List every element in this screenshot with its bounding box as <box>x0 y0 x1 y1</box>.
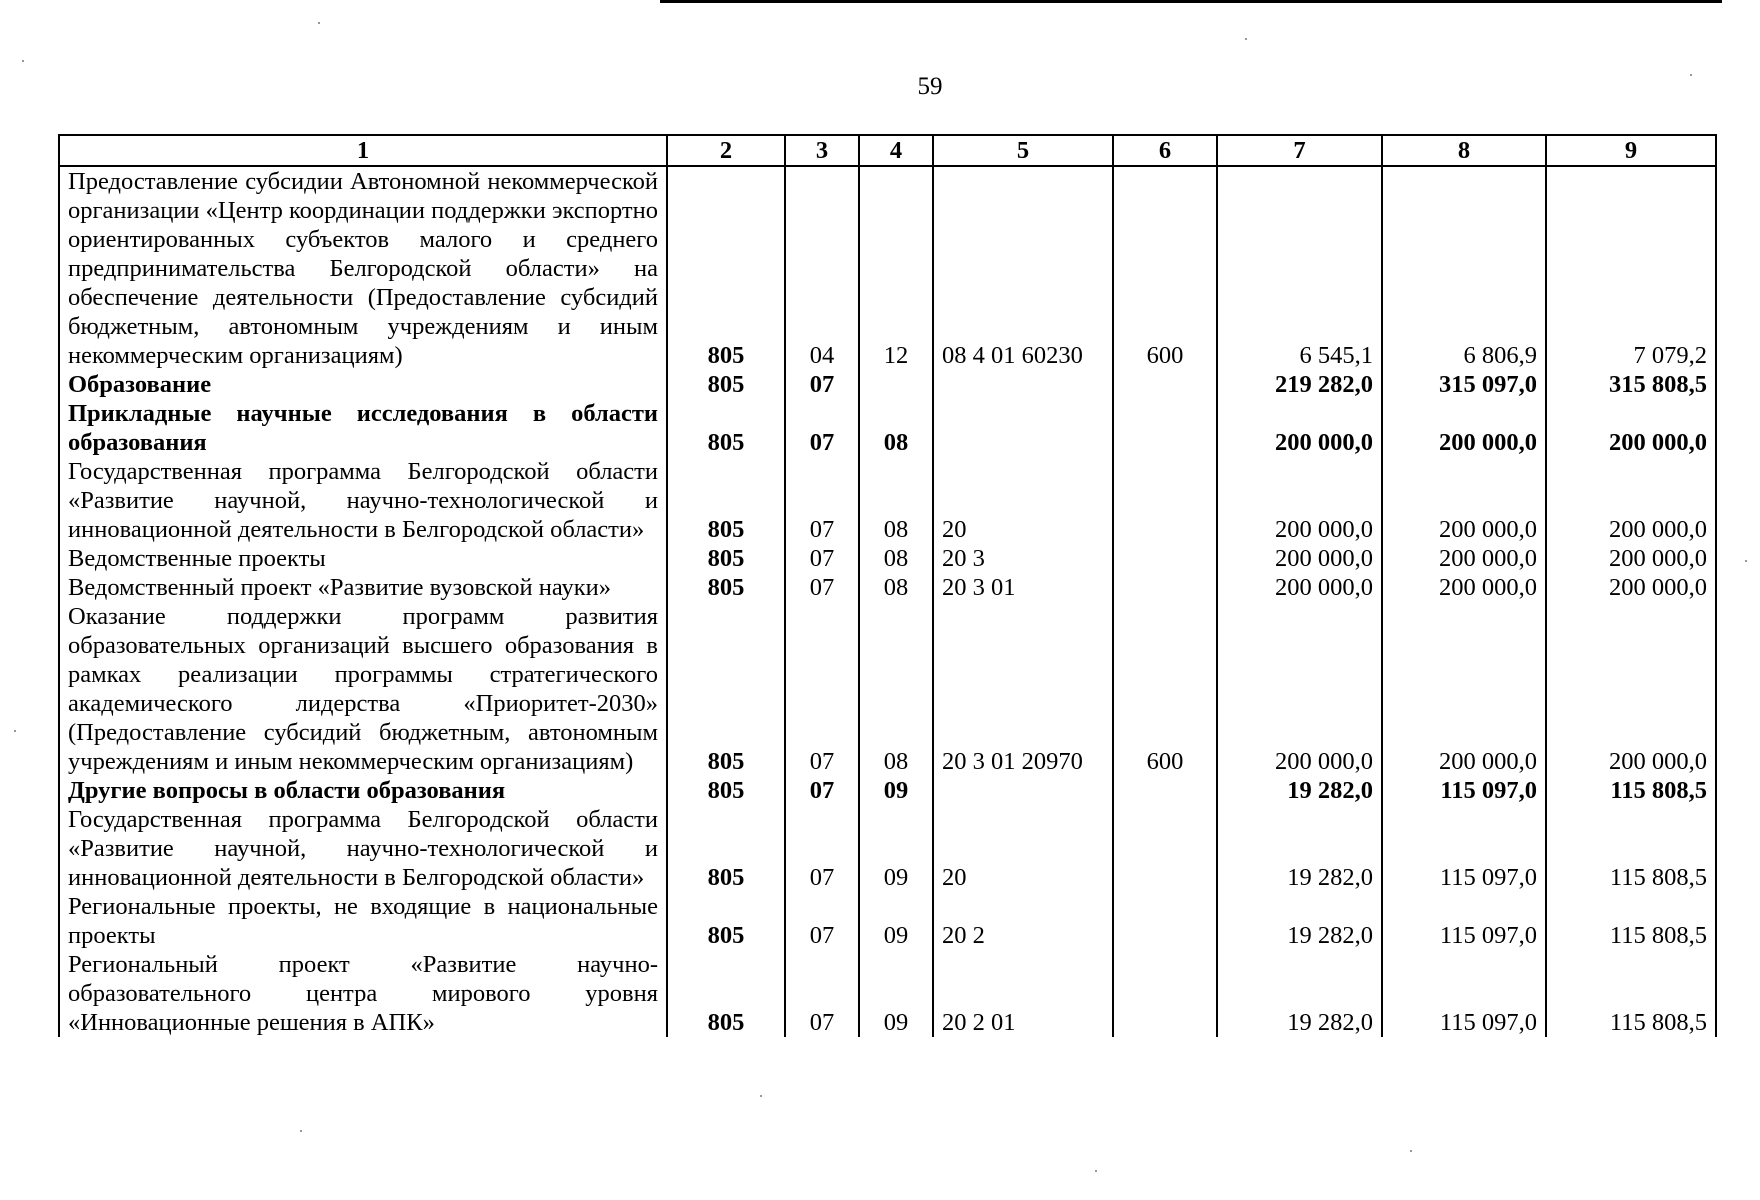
amount-year-1: 200 000,0 <box>1217 457 1382 544</box>
amount-year-1: 6 545,1 <box>1217 166 1382 370</box>
amount-year-3: 115 808,5 <box>1546 805 1716 892</box>
code-section: 07 <box>785 892 859 950</box>
code-ministry: 805 <box>667 776 785 805</box>
code-target-article <box>933 776 1113 805</box>
code-section: 04 <box>785 166 859 370</box>
amount-year-3: 200 000,0 <box>1546 544 1716 573</box>
table-row <box>59 544 1716 573</box>
row-name: Ведомственный проект «Развитие вузовской науки» <box>59 573 667 602</box>
amount-year-2: 200 000,0 <box>1382 544 1546 573</box>
row-name: Ведомственные проекты <box>59 544 667 573</box>
amount-year-2: 115 097,0 <box>1382 805 1546 892</box>
row-name: Оказание поддержки программ развития образовательных организаций высшего образования в рамках реализации программы стратегического академического лидерства «Приоритет-2030» (Предоставление субсидий бюджетным, автономным учреждениям и иным некоммерческим организациям) <box>59 602 667 776</box>
code-ministry: 805 <box>667 166 785 370</box>
row-name: Региональные проекты, не входящие в национальные проекты <box>59 892 667 950</box>
budget-table <box>58 134 1717 1037</box>
table-row <box>59 950 1716 1037</box>
amount-year-2: 200 000,0 <box>1382 573 1546 602</box>
code-target-article <box>933 370 1113 399</box>
code-ministry: 805 <box>667 399 785 457</box>
amount-year-2: 115 097,0 <box>1382 892 1546 950</box>
amount-year-3: 200 000,0 <box>1546 573 1716 602</box>
code-section: 07 <box>785 602 859 776</box>
table-row <box>59 370 1716 399</box>
amount-year-2: 200 000,0 <box>1382 399 1546 457</box>
row-name: Государственная программа Белгородской области «Развитие научной, научно-технологической и инновационной деятельности в Белгородской области» <box>59 805 667 892</box>
column-header: 7 <box>1217 135 1382 166</box>
table-row <box>59 399 1716 457</box>
amount-year-3: 200 000,0 <box>1546 602 1716 776</box>
scan-speck <box>318 22 320 24</box>
scan-speck <box>300 1130 302 1132</box>
column-header: 3 <box>785 135 859 166</box>
scan-speck <box>1410 1150 1412 1152</box>
table-row <box>59 166 1716 370</box>
code-target-article: 20 3 01 <box>933 573 1113 602</box>
amount-year-1: 219 282,0 <box>1217 370 1382 399</box>
row-name: Предоставление субсидии Автономной некоммерческой организации «Центр координации поддержки экспортно ориентированных субъектов малого и среднего предпринимательства Белгородской области» на обеспечение деятельности (Предоставление субсидий бюджетным, автономным учреждениям и иным некоммерческим организациям) <box>59 166 667 370</box>
code-expense-type <box>1113 950 1217 1037</box>
amount-year-2: 115 097,0 <box>1382 950 1546 1037</box>
code-section: 07 <box>785 573 859 602</box>
table-row <box>59 457 1716 544</box>
code-expense-type <box>1113 892 1217 950</box>
code-target-article: 20 2 01 <box>933 950 1113 1037</box>
code-subsection: 09 <box>859 805 933 892</box>
amount-year-1: 19 282,0 <box>1217 776 1382 805</box>
code-target-article: 20 <box>933 805 1113 892</box>
code-subsection: 08 <box>859 399 933 457</box>
code-section: 07 <box>785 544 859 573</box>
code-ministry: 805 <box>667 573 785 602</box>
amount-year-2: 6 806,9 <box>1382 166 1546 370</box>
code-section: 07 <box>785 457 859 544</box>
code-target-article: 20 2 <box>933 892 1113 950</box>
code-section: 07 <box>785 776 859 805</box>
amount-year-1: 19 282,0 <box>1217 892 1382 950</box>
code-subsection: 12 <box>859 166 933 370</box>
code-subsection: 09 <box>859 950 933 1037</box>
code-section: 07 <box>785 370 859 399</box>
code-subsection: 08 <box>859 457 933 544</box>
page-number: 59 <box>917 73 943 100</box>
table-row <box>59 776 1716 805</box>
column-header: 6 <box>1113 135 1217 166</box>
amount-year-3: 200 000,0 <box>1546 399 1716 457</box>
amount-year-1: 19 282,0 <box>1217 805 1382 892</box>
top-rule <box>660 0 1722 3</box>
code-ministry: 805 <box>667 370 785 399</box>
amount-year-2: 315 097,0 <box>1382 370 1546 399</box>
code-ministry: 805 <box>667 457 785 544</box>
code-target-article: 20 3 01 20970 <box>933 602 1113 776</box>
code-expense-type <box>1113 805 1217 892</box>
amount-year-1: 200 000,0 <box>1217 544 1382 573</box>
code-expense-type: 600 <box>1113 602 1217 776</box>
code-target-article: 20 <box>933 457 1113 544</box>
row-name: Прикладные научные исследования в области образования <box>59 399 667 457</box>
table-row <box>59 602 1716 776</box>
table-row <box>59 573 1716 602</box>
row-name: Государственная программа Белгородской области «Развитие научной, научно-технологической и инновационной деятельности в Белгородской области» <box>59 457 667 544</box>
code-target-article: 08 4 01 60230 <box>933 166 1113 370</box>
amount-year-3: 115 808,5 <box>1546 950 1716 1037</box>
amount-year-1: 19 282,0 <box>1217 950 1382 1037</box>
code-target-article: 20 3 <box>933 544 1113 573</box>
amount-year-3: 200 000,0 <box>1546 457 1716 544</box>
column-header: 1 <box>59 135 667 166</box>
code-expense-type <box>1113 457 1217 544</box>
table-row <box>59 892 1716 950</box>
code-subsection: 09 <box>859 776 933 805</box>
scan-speck <box>1745 560 1747 562</box>
code-section: 07 <box>785 399 859 457</box>
amount-year-3: 7 079,2 <box>1546 166 1716 370</box>
code-subsection <box>859 370 933 399</box>
amount-year-2: 115 097,0 <box>1382 776 1546 805</box>
scan-speck <box>22 60 24 62</box>
code-expense-type <box>1113 399 1217 457</box>
code-section: 07 <box>785 950 859 1037</box>
column-header: 4 <box>859 135 933 166</box>
row-name: Другие вопросы в области образования <box>59 776 667 805</box>
column-header: 9 <box>1546 135 1716 166</box>
amount-year-3: 115 808,5 <box>1546 776 1716 805</box>
amount-year-1: 200 000,0 <box>1217 399 1382 457</box>
table-row <box>59 805 1716 892</box>
code-target-article <box>933 399 1113 457</box>
column-header: 8 <box>1382 135 1546 166</box>
amount-year-3: 115 808,5 <box>1546 892 1716 950</box>
amount-year-2: 200 000,0 <box>1382 602 1546 776</box>
code-expense-type <box>1113 370 1217 399</box>
code-ministry: 805 <box>667 602 785 776</box>
row-name: Образование <box>59 370 667 399</box>
scan-speck <box>1690 74 1692 76</box>
header-row <box>59 135 1716 166</box>
code-expense-type: 600 <box>1113 166 1217 370</box>
scan-speck <box>760 1095 762 1097</box>
amount-year-3: 315 808,5 <box>1546 370 1716 399</box>
code-subsection: 08 <box>859 544 933 573</box>
code-ministry: 805 <box>667 950 785 1037</box>
code-ministry: 805 <box>667 805 785 892</box>
code-expense-type <box>1113 544 1217 573</box>
code-subsection: 08 <box>859 573 933 602</box>
amount-year-1: 200 000,0 <box>1217 602 1382 776</box>
code-section: 07 <box>785 805 859 892</box>
code-ministry: 805 <box>667 544 785 573</box>
scan-speck <box>1245 38 1247 40</box>
column-header: 2 <box>667 135 785 166</box>
column-header: 5 <box>933 135 1113 166</box>
code-subsection: 08 <box>859 602 933 776</box>
scan-speck <box>14 730 16 732</box>
row-name: Региональный проект «Развитие научно-образовательного центра мирового уровня «Инновационные решения в АПК» <box>59 950 667 1037</box>
amount-year-1: 200 000,0 <box>1217 573 1382 602</box>
code-subsection: 09 <box>859 892 933 950</box>
code-expense-type <box>1113 573 1217 602</box>
amount-year-2: 200 000,0 <box>1382 457 1546 544</box>
code-ministry: 805 <box>667 892 785 950</box>
scan-speck <box>1095 1170 1097 1172</box>
code-expense-type <box>1113 776 1217 805</box>
